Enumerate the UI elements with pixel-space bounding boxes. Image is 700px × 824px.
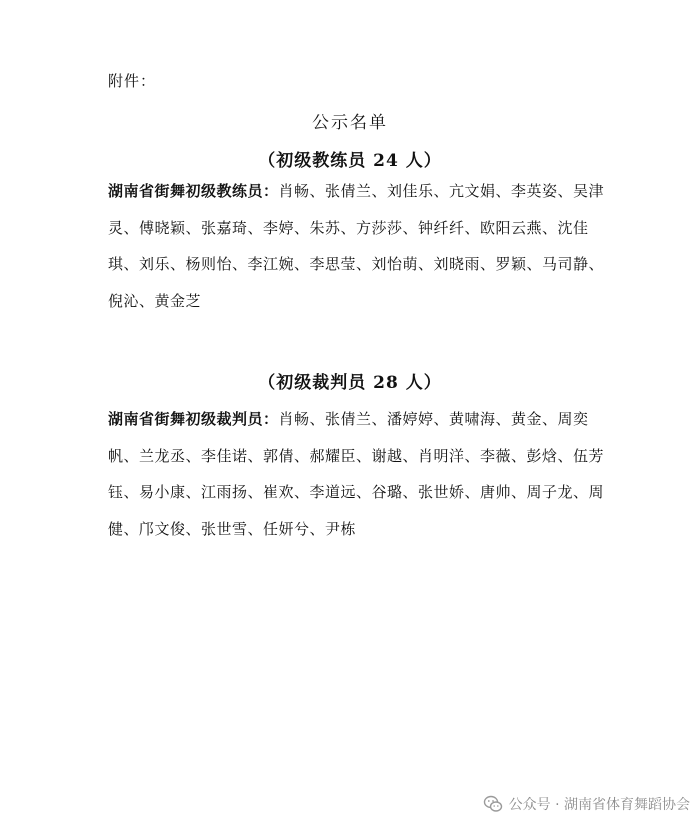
referee-names: 肖畅、张倩兰、潘婷婷、黄啸海、黄金、周奕帆、兰龙丞、李佳诺、郭倩、郝耀臣、谢越、肖明洋、李薇、彭焓、伍芳钰、易小康、江雨扬、崔欢、李道远、谷璐、张世娇、唐帅、周子龙、周健、邝文俊、张世雪、任妍兮、尹栋 (108, 410, 605, 538)
referee-list-label: 湖南省街舞初级裁判员： (108, 410, 279, 428)
coach-list (108, 173, 608, 319)
page-title: 公示名单 (312, 113, 388, 133)
wechat-watermark (483, 794, 690, 814)
watermark-text: 公众号 · 湖南省体育舞蹈协会 (508, 797, 690, 813)
coach-list-label: 湖南省街舞初级教练员： (108, 182, 279, 200)
attachment-label: 附件： (108, 72, 157, 90)
wechat-icon (483, 794, 503, 814)
coach-names: 肖畅、张倩兰、刘佳乐、亢文娟、李英姿、吴津灵、傅晓颖、张嘉琦、李婷、朱苏、方莎莎、钟纤纤、欧阳云燕、沈佳琪、刘乐、杨则怡、李江婉、李思莹、刘怡萌、刘晓雨、罗颖、马司静、倪沁、黄金芝 (108, 182, 605, 310)
referee-list (108, 401, 608, 547)
referee-section-heading: （初级裁判员 28 人） (258, 373, 442, 393)
coach-section-heading: （初级教练员 24 人） (258, 151, 442, 171)
